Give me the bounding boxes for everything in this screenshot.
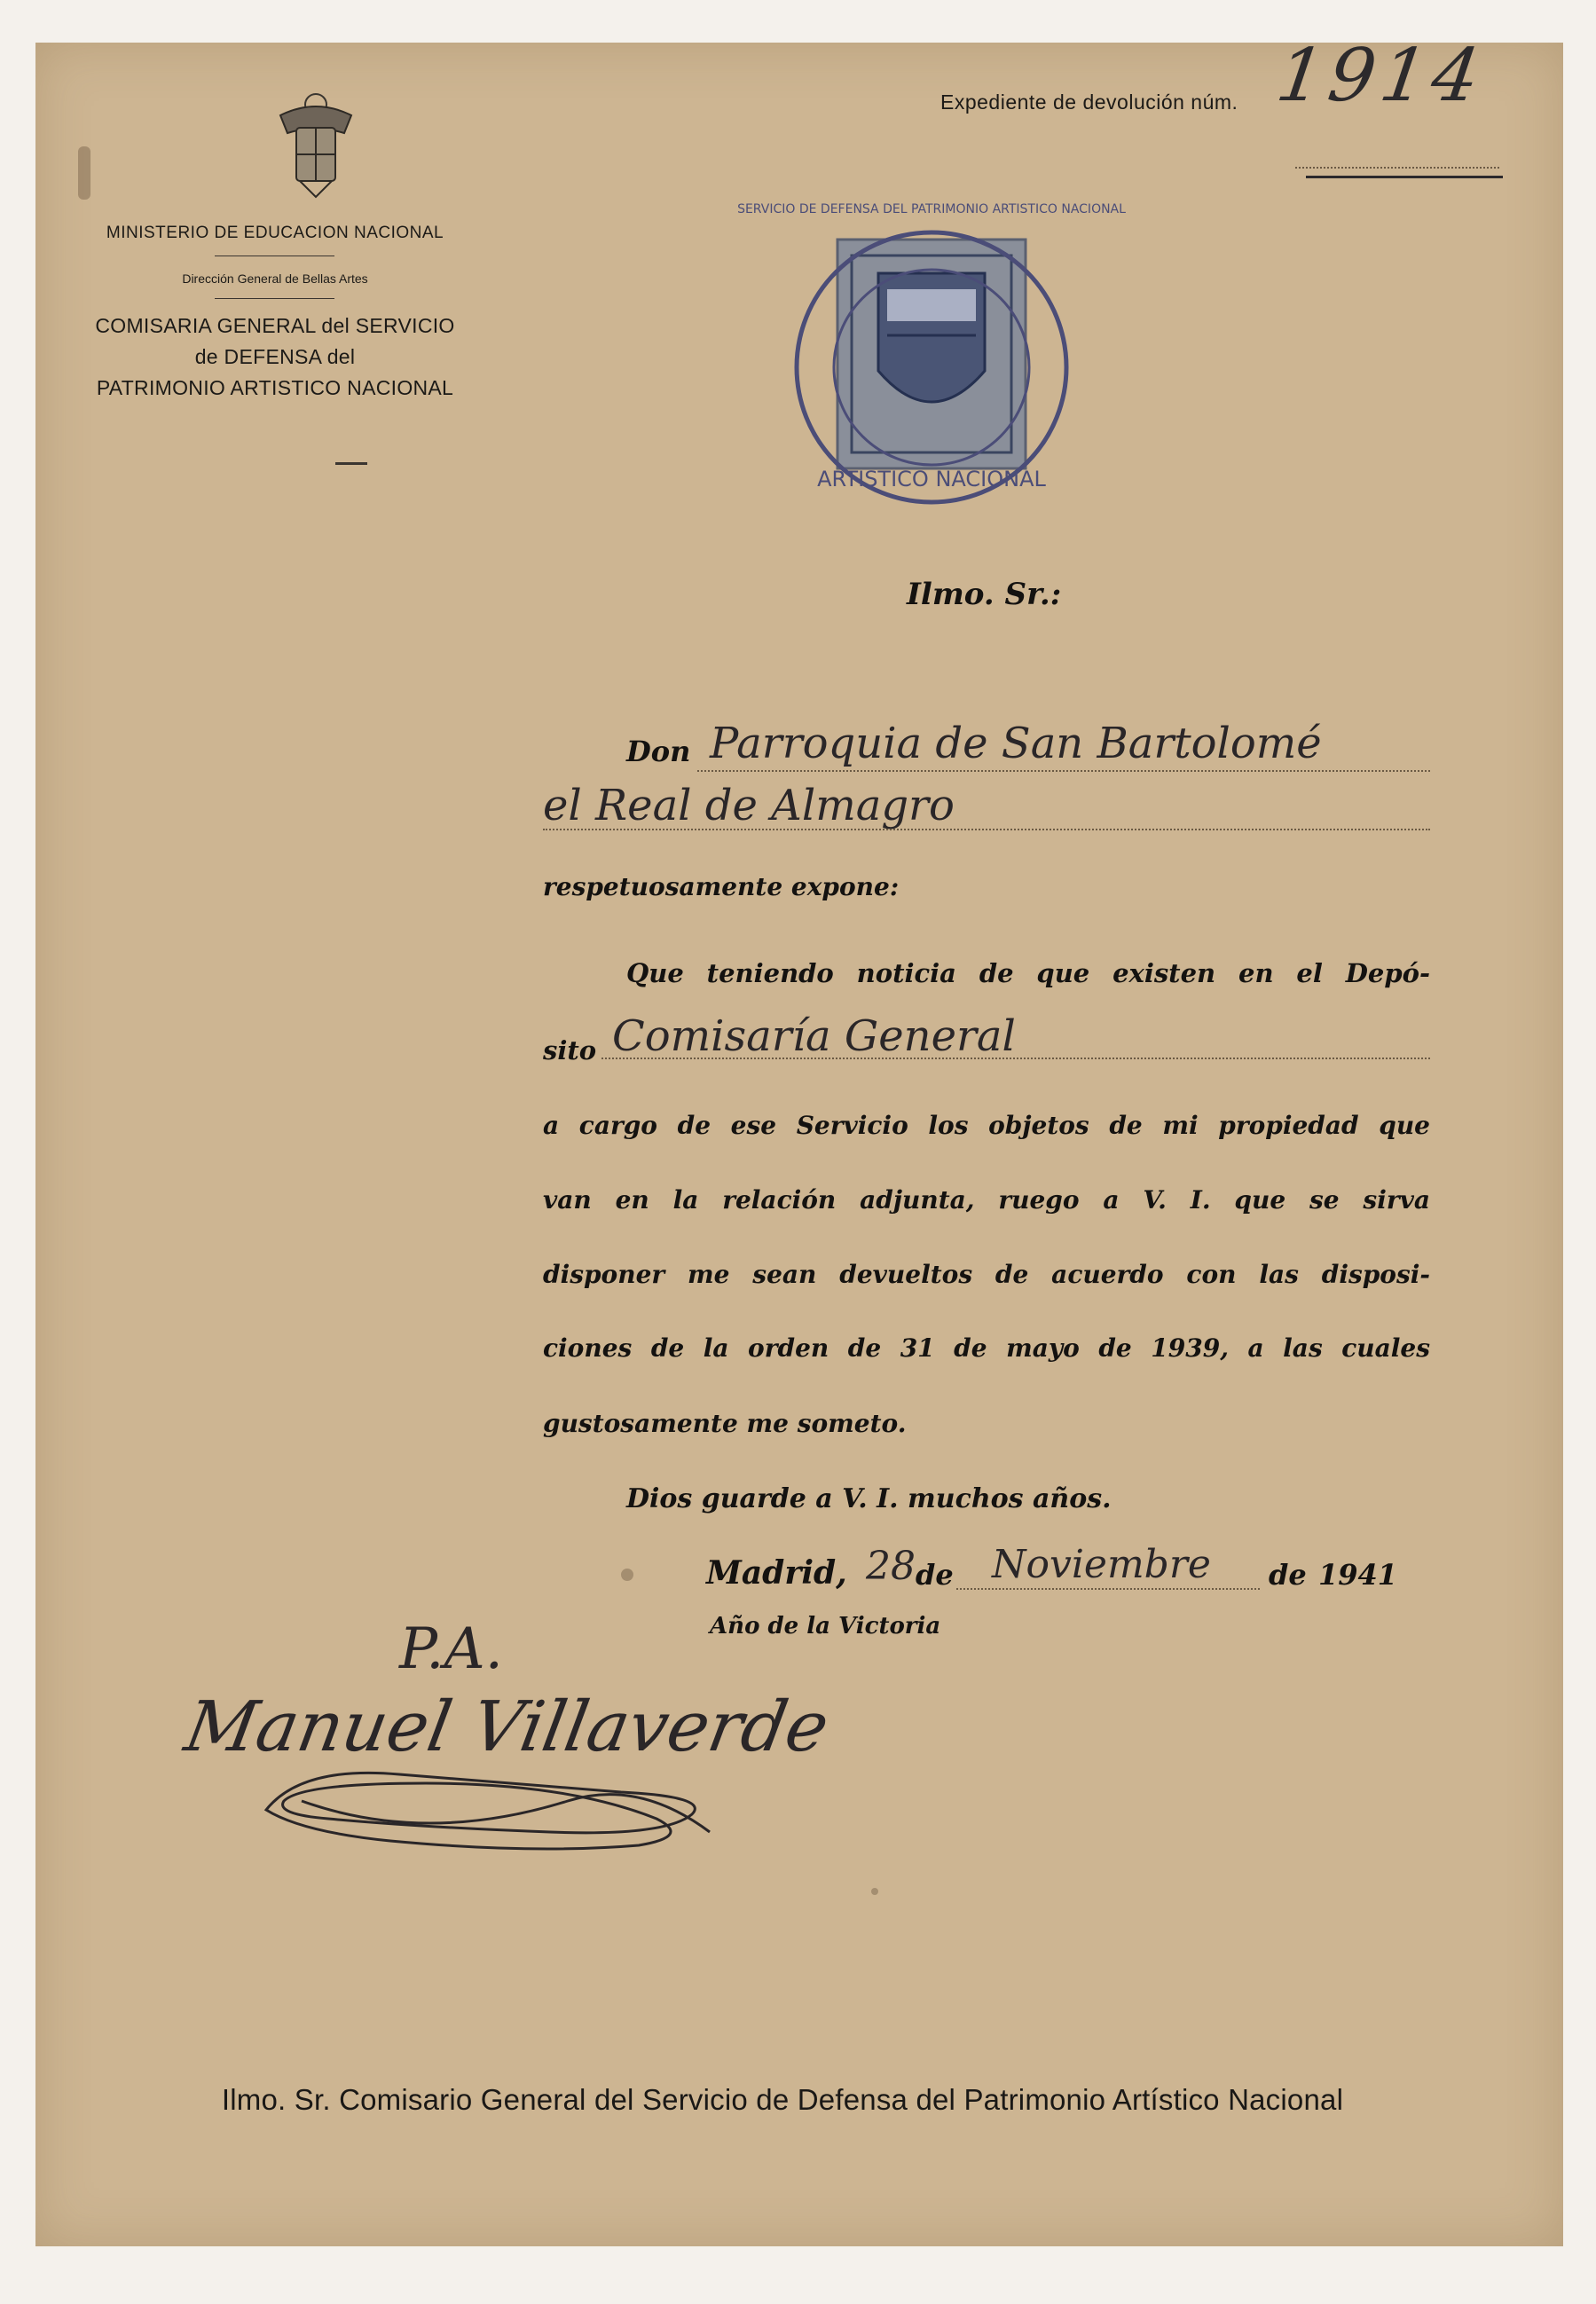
paragraph-line: a cargo de ese Servicio los objetos de mi propiedad que xyxy=(543,1111,1430,1140)
handwritten-name-line2: el Real de Almagro xyxy=(543,781,955,830)
divider xyxy=(215,298,334,299)
signature-name: Manuel Villaverde xyxy=(179,1687,835,1767)
date-day: 28 xyxy=(866,1544,916,1589)
deposit-dots xyxy=(601,1058,1430,1059)
signature-flourish xyxy=(248,1748,727,1863)
commission-line: COMISARIA GENERAL del SERVICIO xyxy=(95,314,455,337)
date-de: de xyxy=(916,1558,954,1592)
commission-line: PATRIMONIO ARTISTICO NACIONAL xyxy=(96,376,454,399)
expone-line: respetuosamente expone: xyxy=(543,872,900,901)
name-dots xyxy=(697,770,1430,772)
date-de: de xyxy=(1269,1558,1307,1592)
file-number-dots xyxy=(1295,167,1499,169)
commission-line: de DEFENSA del xyxy=(194,345,356,368)
stain-mark xyxy=(621,1569,633,1581)
signature-pa: P.A. xyxy=(399,1616,503,1682)
salutation: Ilmo. Sr.: xyxy=(907,577,1062,612)
divider xyxy=(335,462,367,465)
commission-title xyxy=(93,311,457,404)
direction-title: Dirección General de Bellas Artes xyxy=(182,271,368,286)
paragraph-line: van en la relación adjunta, ruego a V. I. que se sirva xyxy=(543,1185,1430,1215)
pin-mark xyxy=(78,146,90,200)
don-label: Don xyxy=(626,735,691,768)
date-month: Noviembre xyxy=(992,1542,1211,1587)
name-dots xyxy=(543,829,1430,830)
footer-addressee: Ilmo. Sr. Comisario General del Servicio de Defensa del Patrimonio Artístico Nacional xyxy=(221,2083,1344,2116)
paragraph-line: gustosamente me someto. xyxy=(543,1409,907,1438)
paragraph-line: Que teniendo noticia de que existen en el Depó- xyxy=(626,958,1430,988)
paragraph-line: disponer me sean devueltos de acuerdo con las disposi- xyxy=(543,1260,1430,1289)
date-city: Madrid, xyxy=(706,1554,847,1592)
date-dots xyxy=(956,1588,1260,1590)
stain-mark xyxy=(871,1888,878,1895)
ministry-title: MINISTERIO DE EDUCACION NACIONAL xyxy=(106,224,444,242)
victory-year: Año de la Victoria xyxy=(710,1613,941,1640)
handwritten-name-line1: Parroquia de San Bartolomé xyxy=(710,719,1322,768)
handwritten-deposit: Comisaría General xyxy=(612,1011,1016,1061)
stamp-ring-text: SERVICIO DE DEFENSA DEL PATRIMONIO ARTISTICO NACIONAL xyxy=(737,202,1126,216)
closing-line: Dios guarde a V. I. muchos años. xyxy=(626,1483,1112,1514)
stamp-inner-text: ARTISTICO NACIONAL xyxy=(817,467,1046,491)
file-number: 1914 xyxy=(1271,34,1490,118)
file-number-underline xyxy=(1306,176,1503,178)
date-year: 1941 xyxy=(1318,1558,1398,1592)
coat-of-arms-icon xyxy=(273,89,358,199)
file-number-label: Expediente de devolución núm. xyxy=(940,90,1238,114)
paragraph-line: ciones de la orden de 31 de mayo de 1939, a las cuales xyxy=(543,1333,1430,1363)
revenue-stamp xyxy=(737,193,1126,513)
sito-label: sito xyxy=(543,1035,597,1066)
